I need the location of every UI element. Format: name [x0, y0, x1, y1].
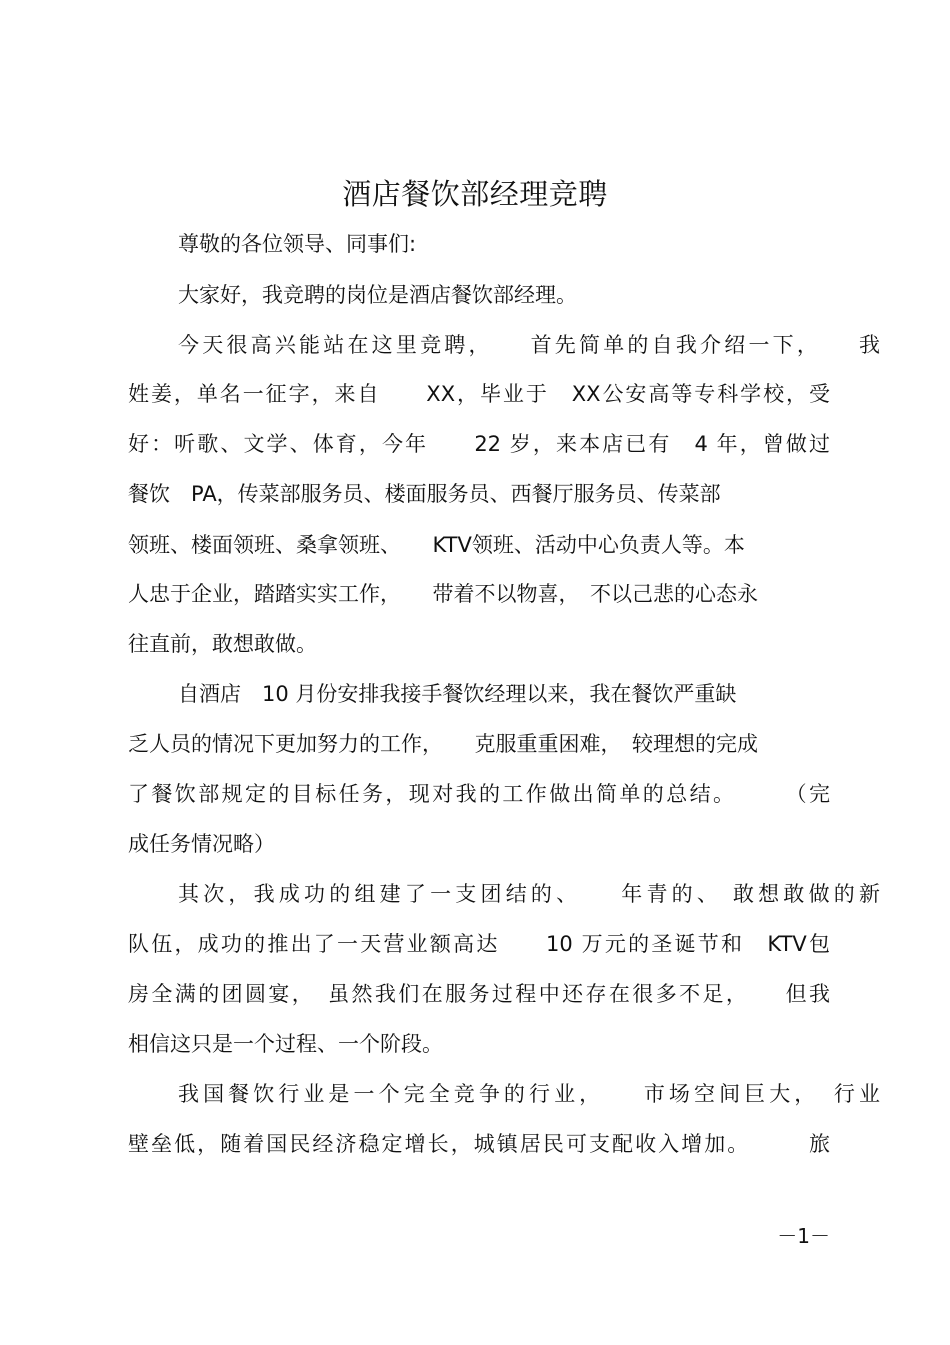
- text-line: 我国餐饮行业是一个完全竞争的行业， 市场空间巨大， 行业: [178, 1082, 880, 1106]
- text-line: 相信这只是一个过程、一个阶段。: [128, 1032, 443, 1056]
- text-line: 大家好，我竞聘的岗位是酒店餐饮部经理。: [178, 283, 577, 307]
- text-line: 领班、楼面领班、桑拿领班、 KTV领班、活动中心负责人等。本: [128, 533, 745, 557]
- text-line: 成任务情况略）: [128, 832, 275, 856]
- text-line: 壁垒低，随着国民经济稳定增长，城镇居民可支配收入增加。 旅: [128, 1132, 830, 1156]
- text-line: 了餐饮部规定的目标任务，现对我的工作做出简单的总结。 （完: [128, 782, 830, 806]
- text-line: 其次，我成功的组建了一支团结的、 年青的、 敢想敢做的新: [178, 882, 880, 906]
- text-line: 姓姜，单名一征字，来自 XX，毕业于 XX公安高等专科学校，受: [128, 382, 830, 406]
- text-line: 好：听歌、文学、体育，今年 22 岁，来本店已有 4 年，曾做过: [128, 432, 830, 456]
- text-line: 人忠于企业，踏踏实实工作， 带着不以物喜， 不以己悲的心态永: [128, 582, 758, 606]
- page-number: －1－: [777, 1224, 830, 1248]
- text-line: 尊敬的各位领导、同事们:: [178, 232, 417, 256]
- text-line: 乏人员的情况下更加努力的工作， 克服重重困难， 较理想的完成: [128, 732, 758, 756]
- text-line: 自酒店 10 月份安排我接手餐饮经理以来，我在餐饮严重缺: [178, 682, 737, 706]
- text-line: 房全满的团圆宴， 虽然我们在服务过程中还存在很多不足， 但我: [128, 982, 830, 1006]
- document-title: 酒店餐饮部经理竞聘: [342, 177, 608, 211]
- text-line: 往直前，敢想敢做。: [128, 632, 317, 656]
- text-line: 餐饮 PA，传菜部服务员、楼面服务员、西餐厅服务员、传菜部: [128, 482, 721, 506]
- text-line: 队伍，成功的推出了一天营业额高达 10 万元的圣诞节和 KTV包: [128, 932, 830, 956]
- text-line: 今天很高兴能站在这里竞聘， 首先简单的自我介绍一下， 我: [178, 333, 880, 357]
